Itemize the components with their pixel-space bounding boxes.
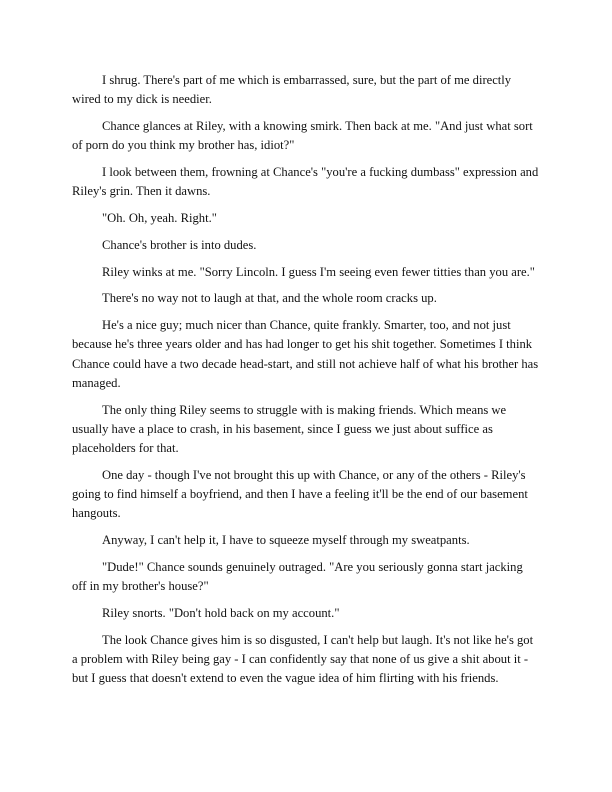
document-page (72, 71, 540, 696)
paragraph-3: I look between them, frowning at Chance's "you're a fucking dumbass" expression and Riley's grin. Then it dawns. (72, 165, 539, 199)
paragraph-14: The look Chance gives him is so disgusted, I can't help but laugh. It's not like he's got a problem with Riley being gay - I can confidently say that none of us give a shit about it - but I guess that doesn't extend to even the vague idea of him flirting with his friends. (72, 632, 534, 685)
paragraph-11: Anyway, I can't help it, I have to squeeze myself through my sweatpants. (102, 533, 470, 547)
paragraph-2: Chance glances at Riley, with a knowing smirk. Then back at me. "And just what sort of porn do you think my brother has, idiot?" (72, 119, 533, 153)
paragraph-5: Chance's brother is into dudes. (102, 237, 257, 252)
paragraph-8: He's a nice guy; much nicer than Chance, quite frankly. Smarter, too, and not just because he's three years older and has had longer to get his shit together. Sometimes I think Chance could have a two decade head-start, and still not achieve half of what his brother has managed. (72, 318, 539, 390)
paragraph-7: There's no way not to laugh at that, and the whole room cracks up. (102, 291, 437, 306)
paragraph-13: Riley snorts. "Don't hold back on my account." (102, 605, 340, 620)
paragraph-1: I shrug. There's part of me which is embarrassed, sure, but the part of me directly wired to my dick is needier. (72, 73, 512, 107)
paragraph-6: Riley winks at me. "Sorry Lincoln. I guess I'm seeing even fewer titties than you are." (102, 264, 535, 279)
paragraph-4: "Oh. Oh, yeah. Right." (102, 211, 217, 225)
paragraph-9: The only thing Riley seems to struggle with is making friends. Which means we usually have a place to crash, in his basement, since I guess we just about suffice as placeholders for that. (72, 402, 507, 455)
paragraph-10: One day - though I've not brought this up with Chance, or any of the others - Riley's going to find himself a boyfriend, and then I have a feeling it'll be the end of our basement hangouts. (72, 467, 528, 521)
paragraph-12: "Dude!" Chance sounds genuinely outraged. "Are you seriously gonna start jacking off in my brother's house?" (72, 559, 523, 593)
